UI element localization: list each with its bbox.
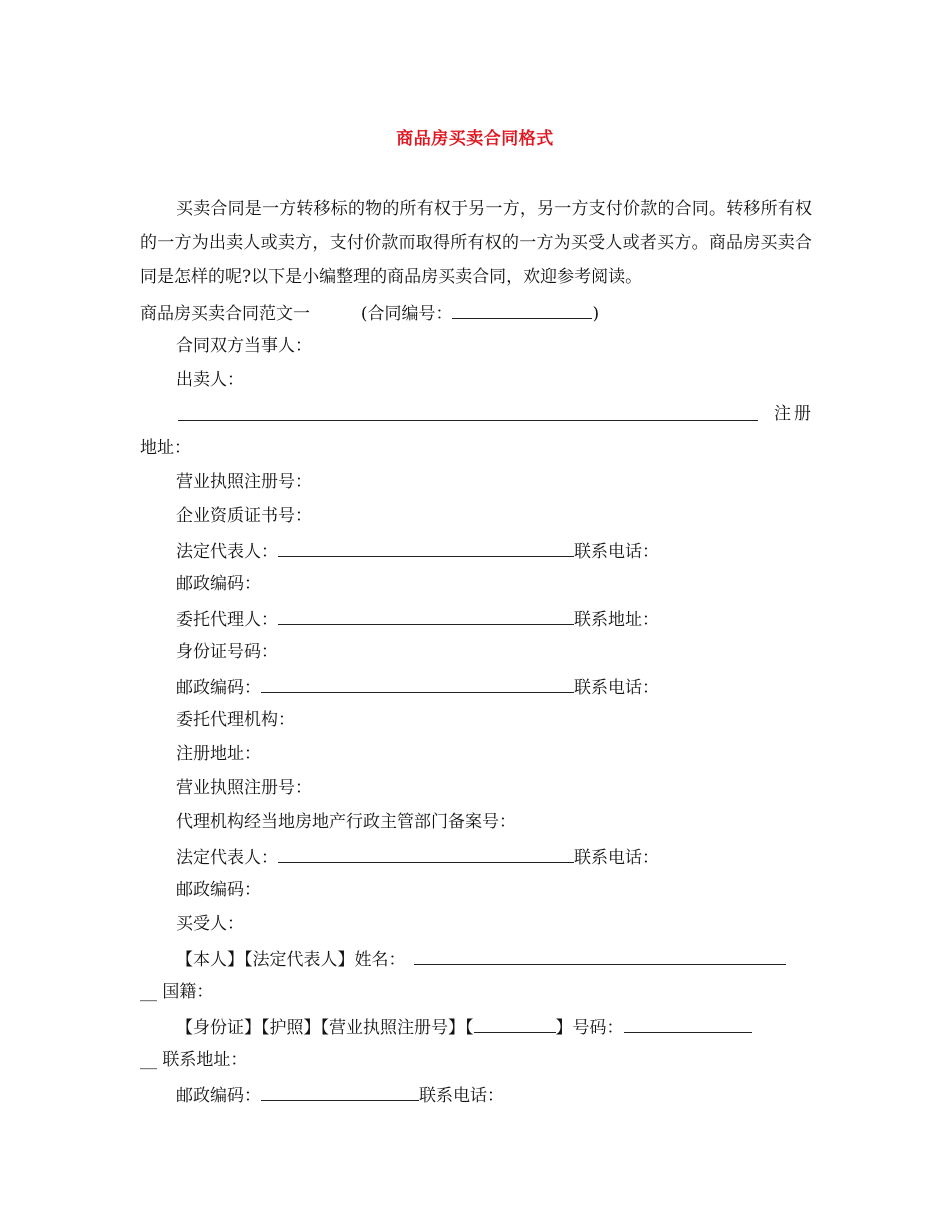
seller-reg-address-label-a: 注册: [774, 404, 814, 424]
agency-filing-label: 代理机构经当地房地产行政主管部门备案号：: [176, 812, 516, 832]
seller-license-label: 营业执照注册号：: [176, 472, 312, 492]
intro-text: [140, 192, 812, 294]
contract-no-blank[interactable]: [452, 301, 592, 319]
seller-name-blank[interactable]: [178, 403, 758, 421]
seller-agent-line: [176, 607, 659, 631]
agency-license-label: 营业执照注册号：: [176, 778, 312, 798]
contract-no-close: ): [592, 304, 600, 324]
buyer-postcode-blank[interactable]: [261, 1083, 419, 1101]
buyer-name-label: 【本人】【法定代表人】姓名：: [176, 950, 406, 970]
seller-cert-label: 企业资质证书号：: [176, 506, 312, 526]
buyer-address-prefix: __: [140, 1050, 157, 1070]
buyer-nationality-line: [140, 981, 213, 1003]
seller-agent-label: 委托代理人：: [176, 610, 278, 630]
seller-heading: 出卖人：: [176, 370, 244, 390]
seller-phone-label: 联系电话：: [574, 542, 659, 562]
agency-heading: 委托代理机构：: [176, 710, 295, 730]
agency-reg-address-label: 注册地址：: [176, 744, 261, 764]
contract-no-label: (合同编号：: [360, 304, 453, 324]
buyer-postcode-label: 邮政编码：: [176, 1086, 261, 1106]
buyer-name-blank[interactable]: [414, 947, 786, 965]
buyer-postcode-line: [176, 1083, 504, 1107]
buyer-id-label-b: 】号码：: [555, 1018, 624, 1038]
sample-heading: 商品房买卖合同范文一: [140, 304, 310, 324]
intro-paragraph: 买卖合同是一方转移标的物的所有权于另一方，另一方支付价款的合同。转移所有权的一方为出卖人或卖方，支付价款而取得所有权的一方为买受人或者买方。商品房买卖合同是怎样的呢?以下是小编整理的商品房买卖合同，欢迎参考阅读。: [140, 199, 812, 287]
buyer-address-label: 联系地址：: [162, 1050, 248, 1070]
buyer-id-type-blank[interactable]: [474, 1015, 556, 1033]
buyer-name-line: [176, 947, 786, 971]
buyer-nationality-prefix: __: [140, 982, 157, 1002]
seller-reg-address-line: [178, 403, 758, 427]
seller-phone2-label: 联系电话：: [574, 678, 659, 698]
seller-postcode2-blank[interactable]: [261, 675, 574, 693]
seller-postcode-label: 邮政编码：: [176, 574, 261, 594]
buyer-phone-label: 联系电话：: [419, 1086, 504, 1106]
sample-heading-line: [140, 301, 599, 325]
document-title: 商品房买卖合同格式: [396, 129, 554, 149]
agency-postcode-label: 邮政编码：: [176, 880, 261, 900]
seller-id-label: 身份证号码：: [176, 642, 278, 662]
buyer-nationality-label: 国籍：: [162, 982, 214, 1002]
seller-reg-address-label-b: 地址：: [140, 438, 191, 458]
seller-postcode2-label: 邮政编码：: [176, 678, 261, 698]
seller-agent-blank[interactable]: [278, 607, 574, 625]
buyer-id-number-blank[interactable]: [624, 1015, 752, 1033]
agency-legal-rep-blank[interactable]: [278, 845, 574, 863]
seller-legal-rep-blank[interactable]: [278, 539, 574, 557]
agency-legal-rep-label: 法定代表人：: [176, 848, 278, 868]
buyer-id-line: [176, 1015, 752, 1039]
agency-phone-label: 联系电话：: [574, 848, 659, 868]
agency-legal-rep-line: [176, 845, 659, 869]
buyer-heading: 买受人：: [176, 914, 244, 934]
parties-label: 合同双方当事人：: [176, 336, 312, 356]
buyer-address-line: [140, 1049, 247, 1071]
buyer-id-label-a: 【身份证】【护照】【营业执照注册号】【: [176, 1018, 474, 1038]
seller-postcode2-line: [176, 675, 659, 699]
seller-legal-rep-line: [176, 539, 659, 563]
seller-contact-address-label: 联系地址：: [574, 610, 659, 630]
seller-legal-rep-label: 法定代表人：: [176, 542, 278, 562]
